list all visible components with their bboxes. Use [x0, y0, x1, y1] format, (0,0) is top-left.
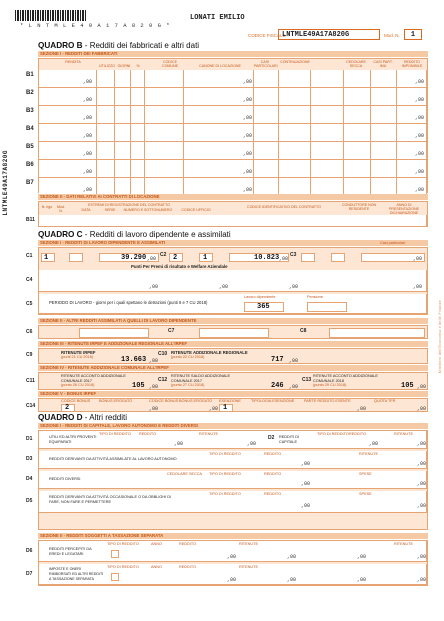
d5-col-reddito: REDDITO	[264, 492, 282, 496]
c10-value: 717	[271, 356, 284, 364]
row-d3-label: D3	[26, 456, 33, 462]
col-codice-ufficio: CODICE UFFICIO	[181, 208, 211, 212]
quadro-b-cell[interactable]	[311, 124, 344, 142]
c12-label: RITENUTE SALDO ADDIZIONALE COMUNALE 2017	[171, 374, 231, 383]
quadro-c-section-5: SEZIONE V - BONUS IRPEF	[38, 391, 428, 397]
d6-cents-4: ,00	[417, 554, 427, 560]
c5-label: PERIODO DI LAVORO - giorni per i quali spettano le detrazioni (punti 6 e 7 CU 2018)	[49, 300, 208, 305]
quadro-b-cell[interactable]	[145, 70, 184, 88]
d3-label: REDDITI DERIVANTI DA ATTIVITÀ ASSIMILATE AL LAVORO AUTONOMO	[49, 457, 177, 461]
c11-cents: ,00	[149, 384, 159, 390]
c1-reddito-value: 39.290	[121, 254, 147, 262]
quadro-b-cell[interactable]	[97, 70, 115, 88]
quadro-c-sec5-grid	[38, 398, 428, 412]
c12-cents: ,00	[289, 384, 299, 390]
c14-cents-1: ,00	[149, 406, 159, 412]
quadro-b-cell[interactable]	[344, 70, 371, 88]
d1-cents-1: ,00	[174, 441, 184, 447]
row-d6-label: D6	[26, 548, 33, 554]
d6-col-anno: ANNO	[151, 542, 162, 546]
col-possesso: %	[136, 64, 140, 68]
c1-reddito-cents: ,00	[147, 256, 157, 262]
quadro-b-cents: ,00	[83, 79, 93, 85]
col-codice-contratto: CODICE IDENTIFICATIVO DEL CONTRATTO	[247, 205, 321, 209]
c13-value: 105	[401, 382, 414, 390]
c10-cents: ,00	[289, 358, 299, 364]
quadro-d-sec1-grid	[38, 430, 428, 530]
quadro-c-sec4-grid	[38, 372, 428, 390]
quadro-b-cell[interactable]	[131, 124, 145, 142]
quadro-b-cell[interactable]	[145, 88, 184, 106]
d5-col-spese: SPESE	[359, 492, 372, 496]
row-b6-label: B6	[26, 162, 34, 168]
quadro-b-cell[interactable]	[254, 106, 279, 124]
c14-col-8: QUOTA TFR	[374, 399, 396, 403]
d3-col-reddito: REDDITO	[264, 452, 282, 456]
d7-checkbox[interactable]	[111, 573, 119, 581]
d1-label: UTILI ED ALTRI PROVENTI EQUIPARATI	[49, 435, 97, 444]
c10-sub: (punto 22 CU 2018)	[171, 355, 205, 359]
row-b1-label: B1	[26, 72, 34, 78]
quadro-b-cents: ,00	[243, 97, 253, 103]
quadro-b-cell[interactable]	[145, 142, 184, 160]
quadro-b-cell[interactable]	[115, 106, 131, 124]
row-c8-label: C8	[300, 328, 307, 334]
quadro-c-section-2: SEZIONE II - ALTRI REDDITI ASSIMILATI A QUELLI DI LAVORO DIPENDENTE	[38, 318, 428, 324]
barcode	[15, 10, 87, 21]
quadro-b-cell[interactable]	[371, 142, 397, 160]
quadro-b-cell[interactable]	[279, 160, 311, 178]
quadro-b-cents: ,00	[415, 187, 425, 193]
c9-cents: ,00	[149, 358, 159, 364]
col-numero: NUMERO E SOTTONUMERO	[123, 208, 173, 212]
quadro-b-cell[interactable]	[311, 142, 344, 160]
quadro-b-cell[interactable]	[97, 106, 115, 124]
c11-value: 105	[132, 382, 145, 390]
c12-sub: (punto 27 CU 2018)	[171, 383, 205, 387]
quadro-d-section-1: SEZIONE I - REDDITI DI CAPITALE, LAVORO AUTONOMO E REDDITI DIVERSI	[38, 423, 428, 429]
row-c12-label: C12	[158, 377, 168, 383]
quadro-b-cell[interactable]	[279, 70, 311, 88]
c4-cents-1: ,00	[149, 284, 159, 290]
d7-col-anno: ANNO	[151, 565, 162, 569]
quadro-b-cents: ,00	[83, 169, 93, 175]
quadro-c-sec2-grid	[38, 325, 428, 339]
modulo-label: Mod. N.	[384, 33, 400, 38]
c8-field[interactable]	[329, 328, 425, 338]
col-mod-n: Mod. N.	[57, 205, 65, 213]
codice-fiscale-label: CODICE FISCALE	[248, 33, 286, 38]
d5-cents-2: ,00	[417, 503, 427, 509]
c1-tipologia-value: 1	[44, 254, 49, 262]
quadro-c-section-3: SEZIONE III - RITENUTE IRPEF E ADDIZIONALE REGIONALE ALL'IRPEF	[38, 341, 428, 347]
col-cedolare: CEDOLARE SECCA	[346, 60, 366, 68]
quadro-b-cell[interactable]	[279, 142, 311, 160]
d1-col-ritenute: RITENUTE	[199, 432, 218, 436]
quadro-b-cents: ,00	[415, 97, 425, 103]
col-reddito: REDDITO IMPONIBILE	[401, 60, 423, 68]
c4-cents-3: ,00	[289, 284, 299, 290]
quadro-b-cell[interactable]	[311, 70, 344, 88]
quadro-b-cell[interactable]	[254, 70, 279, 88]
col-conduttore: CONDUTTORE NON RESIDENTE	[341, 203, 377, 211]
row-d5-label: D5	[26, 498, 33, 504]
quadro-b-cell[interactable]	[371, 106, 397, 124]
c4-row-field[interactable]	[39, 270, 427, 292]
d2-cents-2: ,00	[417, 441, 427, 447]
d7-col-tipo: TIPO DI REDDITO	[107, 565, 139, 569]
d1-col-reddito: REDDITO	[139, 432, 157, 436]
row-d7-label: D7	[26, 571, 33, 577]
vertical-fiscal-code: LNTMLE49A17A820G	[2, 150, 9, 216]
d7-label: IMPOSTE E ONERI RIMBORSATI ED ALTRI REDDITI A TASSAZIONE SEPARATA	[49, 567, 104, 581]
quadro-b-cell[interactable]	[145, 124, 184, 142]
c2-indeterminato-value: 1	[203, 254, 208, 262]
quadro-b-cell[interactable]	[254, 124, 279, 142]
row-b5-label: B5	[26, 144, 34, 150]
d2-col-reddito: REDDITO	[349, 432, 367, 436]
c6-field[interactable]	[79, 328, 149, 338]
quadro-b-cents: ,00	[83, 151, 93, 157]
c4-cents-2: ,00	[219, 284, 229, 290]
quadro-d-sec2-grid	[38, 540, 428, 586]
quadro-b-cents: ,00	[243, 115, 253, 121]
row-b2-label: B2	[26, 90, 34, 96]
quadro-c-sec3-grid	[38, 348, 428, 364]
c4-cents-4: ,00	[413, 284, 423, 290]
row-d2-label: D2	[268, 435, 275, 441]
quadro-b-cell[interactable]	[145, 160, 184, 178]
c2-reddito-cents: ,00	[279, 256, 289, 262]
row-c5-label: C5	[26, 301, 33, 307]
quadro-b-cents: ,00	[415, 133, 425, 139]
quadro-b-cents: ,00	[83, 115, 93, 121]
d4-label: REDDITI DIVERSI	[49, 477, 81, 481]
row-c1-label: C1	[26, 253, 33, 259]
quadro-b-cell[interactable]	[131, 106, 145, 124]
quadro-b-grid	[38, 58, 428, 193]
d7-cents-2: ,00	[287, 577, 297, 583]
quadro-b-cell[interactable]	[311, 88, 344, 106]
row-c14-label: C14	[26, 403, 36, 409]
c5-pensione-field[interactable]	[307, 302, 347, 312]
quadro-b-cell[interactable]	[131, 70, 145, 88]
c13-sub: (punto 29 CU 2018)	[313, 383, 347, 387]
c14-codice-value: 2	[65, 404, 70, 412]
row-d4-label: D4	[26, 476, 33, 482]
c7-field[interactable]	[199, 328, 269, 338]
d1-col-tipo: TIPO DI REDDITO	[99, 432, 131, 436]
col-codice-comune: CODICE COMUNE	[162, 60, 178, 68]
col-rendita: RENDITA	[65, 60, 81, 64]
d7-col-ritenute: RITENUTE	[239, 565, 258, 569]
codice-fiscale-field[interactable]: LNTMLE49A17A820G	[278, 29, 380, 40]
quadro-c-section-1: SEZIONE I - REDDITI DI LAVORO DIPENDENTE E ASSIMILATI	[38, 240, 428, 246]
d4-col-tipo: TIPO DI REDDITO	[209, 472, 241, 476]
quadro-b-section-1: SEZIONE I - REDDITI DEI FABBRICATI	[38, 51, 428, 57]
row-c9-label: C9	[26, 352, 33, 358]
d1-cents-2: ,00	[247, 441, 257, 447]
d2-col-ritenute: RITENUTE	[394, 432, 413, 436]
row-b4-label: B4	[26, 126, 34, 132]
d7-cents-3: ,00	[357, 577, 367, 583]
quadro-b-cents: ,00	[243, 79, 253, 85]
col-continuazione: CONTINUAZIONE	[280, 60, 310, 64]
c14-col-1: CODICE BONUS	[61, 399, 91, 403]
c12-value: 246	[271, 382, 284, 390]
d4-cents-2: ,00	[417, 481, 427, 487]
c14-col-4: BONUS EROGATO	[179, 399, 213, 403]
col-estremi: ESTREMI DI REGISTRAZIONE DEL CONTRATTO	[88, 203, 170, 207]
d4-col-cedolare: CEDOLARE SECCA	[167, 472, 203, 476]
quadro-b-cell[interactable]	[97, 160, 115, 178]
c9-label: RITENUTE IRPEF	[61, 350, 96, 355]
d5-cents-1: ,00	[301, 503, 311, 509]
col-anno-presentazione: ANNO DI PRESENTAZIONE DICHIARAZIONE	[388, 203, 420, 215]
barcode-text: * L N T M L E 4 9 A 1 7 A 8 2 0 G *	[20, 22, 171, 29]
quadro-c-sec1-grid	[38, 247, 428, 315]
c14-cents-4: ,00	[417, 406, 427, 412]
row-d1-label: D1	[26, 436, 33, 442]
quadro-b-cell[interactable]	[371, 124, 397, 142]
c2-reddito-value: 10.823	[254, 254, 280, 262]
d3-cents-2: ,00	[417, 461, 427, 467]
quadro-c-title: QUADRO C - Redditi di lavoro dipendente e assimilati	[38, 230, 231, 239]
quadro-b-cell[interactable]	[131, 160, 145, 178]
quadro-b-cell[interactable]	[344, 124, 371, 142]
quadro-b-cell[interactable]	[344, 142, 371, 160]
row-c10-label: C10	[158, 351, 168, 357]
c5-pensione-label: Pensione	[307, 295, 323, 299]
quadro-b-cents: ,00	[415, 79, 425, 85]
c1-indeterminato-field[interactable]	[69, 253, 83, 262]
quadro-b-cents: ,00	[243, 169, 253, 175]
d6-col-ritenute-2: RITENUTE	[394, 542, 413, 546]
quadro-b-contracts-grid	[38, 201, 428, 227]
quadro-d-title: QUADRO D - Altri redditi	[38, 413, 128, 422]
c5-lav-dip-label: Lavoro dipendente	[244, 295, 276, 299]
c3-reddito-cents: ,00	[413, 256, 423, 262]
quadro-b-cents: ,00	[83, 187, 93, 193]
col-giorni: GIORNI	[117, 64, 131, 68]
quadro-b-cell[interactable]	[97, 124, 115, 142]
d4-col-spese: SPESE	[359, 472, 372, 476]
quadro-b-cents: ,00	[243, 151, 253, 157]
casi-particolari-label: Casi particolari	[380, 241, 406, 245]
quadro-b-cell[interactable]	[115, 142, 131, 160]
d3-col-ritenute: RITENUTE	[359, 452, 378, 456]
quadro-b-cell[interactable]	[115, 160, 131, 178]
col-serie: SERIE	[104, 208, 116, 212]
d6-label: REDDITI PERCEPITI DA EREDI E LEGATARI	[49, 547, 92, 556]
c9-value: 13.663	[121, 356, 147, 364]
row-c7-label: C7	[168, 328, 175, 334]
quadro-b-cell[interactable]	[115, 70, 131, 88]
welfare-sentence: Punti Per Premi di risultato e Welfare Aziendale	[131, 264, 228, 269]
quadro-b-cell[interactable]	[279, 106, 311, 124]
quadro-b-cell[interactable]	[131, 142, 145, 160]
c14-col-7: PARTE REDDITO ESENTE	[304, 399, 351, 403]
d3-cents-1: ,00	[301, 461, 311, 467]
modulo-number-field[interactable]: 1	[404, 29, 422, 40]
quadro-b-title: QUADRO B - Redditi dei fabbricati e altri dati	[38, 41, 200, 50]
quadro-b-cents: ,00	[83, 97, 93, 103]
quadro-b-cell[interactable]	[115, 88, 131, 106]
d4-cents-1: ,00	[301, 481, 311, 487]
d3-col-tipo: TIPO DI REDDITO	[209, 452, 241, 456]
side-ministry-note: Ministero dell'Economia e delle Finanze	[438, 300, 442, 374]
row-b3-label: B3	[26, 108, 34, 114]
quadro-b-cell[interactable]	[254, 142, 279, 160]
c11-label: RITENUTE ACCONTO ADDIZIONALE COMUNALE 2017	[61, 374, 126, 383]
quadro-b-cents: ,00	[83, 133, 93, 139]
quadro-d-section-2: SEZIONE II - REDDITI SOGGETTI A TASSAZIONE SEPARATA	[38, 533, 428, 539]
quadro-b-cents: ,00	[243, 187, 253, 193]
quadro-b-cell[interactable]	[115, 124, 131, 142]
quadro-b-cell[interactable]	[344, 88, 371, 106]
quadro-b-cell[interactable]	[311, 160, 344, 178]
d6-checkbox[interactable]	[111, 550, 119, 558]
c14-col-3: CODICE BONUS	[149, 399, 179, 403]
col-n-rigo: N. rigo	[41, 205, 53, 209]
quadro-b-cell[interactable]	[145, 106, 184, 124]
quadro-c-section-4: SEZIONE IV - RITENUTE ADDIZIONALE COMUNALE ALL'IRPEF	[38, 365, 428, 371]
quadro-b-cell[interactable]	[344, 160, 371, 178]
d6-cents-1: ,00	[227, 554, 237, 560]
row-b7-label: B7	[26, 180, 34, 186]
row-c2-label: C2	[160, 252, 167, 258]
c9-sub: (punti 21 CU 2018)	[61, 355, 94, 359]
quadro-b-cell[interactable]	[97, 142, 115, 160]
col-casi-part: CASI PARTICOLARI	[254, 60, 278, 68]
c14-col-2: BONUS EROGATO	[99, 399, 133, 403]
quadro-b-cell[interactable]	[371, 88, 397, 106]
c14-col-5: ESENZIONE	[219, 399, 241, 403]
quadro-b-cents: ,00	[415, 115, 425, 121]
c14-col-6: TIPOLOGIA ESENZIONE	[251, 399, 295, 403]
quadro-b-cell[interactable]	[254, 88, 279, 106]
col-utilizzo: UTILIZZO	[99, 64, 115, 68]
d2-col-tipo: TIPO DI REDDITO	[317, 432, 349, 436]
quadro-b-cents: ,00	[415, 169, 425, 175]
c14-cents-3: ,00	[357, 406, 367, 412]
quadro-b-cell[interactable]	[371, 160, 397, 178]
quadro-b-cents: ,00	[243, 133, 253, 139]
d2-cents-1: ,00	[369, 441, 379, 447]
row-c4-label: C4	[26, 277, 33, 283]
d4-col-reddito: REDDITO	[264, 472, 282, 476]
quadro-b-cell[interactable]	[279, 88, 311, 106]
d6-cents-3: ,00	[357, 554, 367, 560]
quadro-b-cell[interactable]	[279, 124, 311, 142]
c14-cents-2: ,00	[209, 406, 219, 412]
quadro-b-cell[interactable]	[344, 106, 371, 124]
d2-label: REDDITI DI CAPITALE	[279, 435, 300, 444]
c3-indeterminato-field[interactable]	[331, 253, 345, 262]
c13-label: RITENUTE ACCONTO ADDIZIONALE COMUNALE 2018	[313, 374, 378, 383]
d5-col-tipo: TIPO DI REDDITO	[209, 492, 241, 496]
b11-row-field[interactable]	[39, 215, 427, 227]
c11-sub: (punto 26 CU 2018)	[61, 383, 95, 387]
row-b11-label: B11	[26, 217, 35, 223]
c3-tipologia-field[interactable]	[301, 253, 315, 262]
d7-cents-4: ,00	[417, 577, 427, 583]
col-data: DATA	[81, 208, 91, 212]
quadro-b-section-2: SEZIONE II - DATI RELATIVI AI CONTRATTI DI LOCAZIONE	[38, 194, 428, 200]
c5-days-value: 365	[257, 303, 270, 311]
quadro-b-cell[interactable]	[254, 160, 279, 178]
d6-cents-2: ,00	[287, 554, 297, 560]
c2-tipologia-value: 2	[173, 254, 178, 262]
row-c3-label: C3	[290, 252, 297, 258]
d7-cents-1: ,00	[227, 577, 237, 583]
taxpayer-name: LONATI EMILIO	[190, 14, 245, 22]
d6-col-ritenute: RITENUTE	[239, 542, 258, 546]
d5-label: REDDITI DERIVANTI DA ATTIVITÀ OCCASIONALE O DA OBBLIGHI DI FARE, NON FARE E PERMETTERE	[49, 495, 172, 504]
quadro-b-cell[interactable]	[97, 88, 115, 106]
col-casi-imu: CASI PART. IMU	[373, 60, 393, 68]
quadro-b-cell[interactable]	[311, 106, 344, 124]
d6-col-tipo: TIPO DI REDDITO	[107, 542, 139, 546]
quadro-b-cell[interactable]	[131, 88, 145, 106]
c13-cents: ,00	[417, 384, 427, 390]
row-c13-label: C13	[302, 377, 312, 383]
c10-label: RITENUTE ADDIZIONALE REGIONALE	[171, 350, 248, 355]
d7-col-reddito: REDDITO	[179, 565, 197, 569]
quadro-b-cell[interactable]	[371, 70, 397, 88]
row-c11-label: C11	[26, 378, 35, 384]
c14-esenzione-value: 1	[223, 404, 228, 412]
quadro-b-cents: ,00	[415, 151, 425, 157]
d6-col-reddito: REDDITO	[179, 542, 197, 546]
col-canone: CANONE DI LOCAZIONE	[199, 64, 241, 68]
row-c6-label: C6	[26, 329, 33, 335]
